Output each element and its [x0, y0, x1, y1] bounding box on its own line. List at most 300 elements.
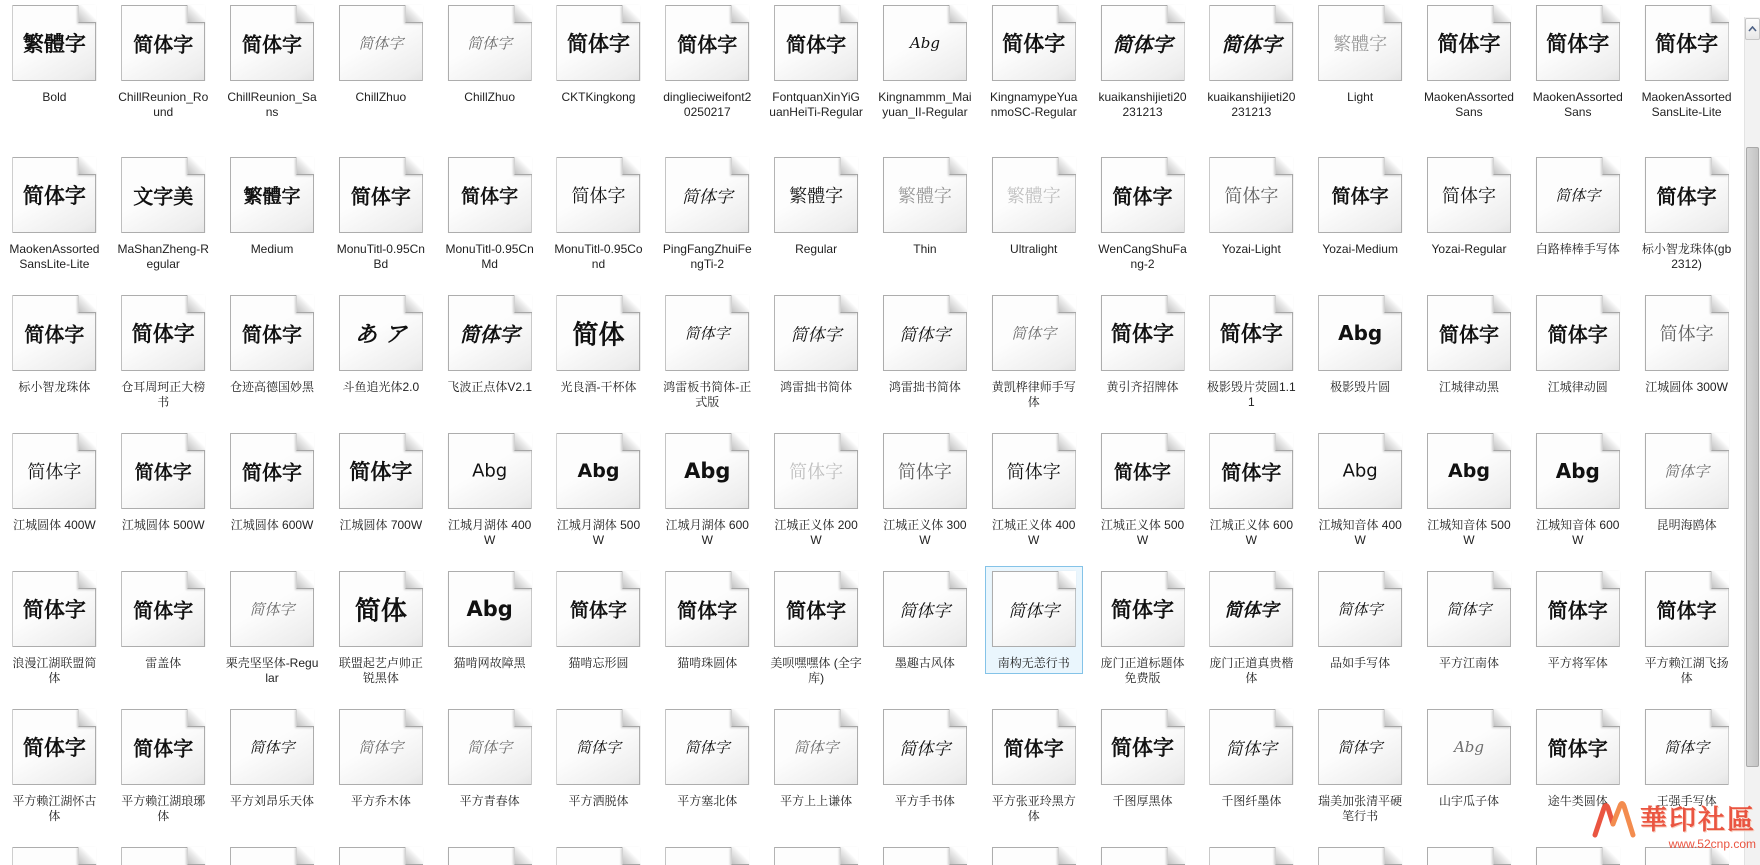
font-file-icon — [1645, 847, 1729, 865]
font-file-tile[interactable] — [332, 704, 430, 812]
font-file-item-partial[interactable] — [0, 842, 109, 865]
font-file-item[interactable] — [0, 0, 109, 152]
font-file-item[interactable] — [218, 152, 327, 290]
font-file-item[interactable] — [1523, 428, 1632, 566]
font-file-item[interactable] — [762, 0, 871, 152]
font-file-tile[interactable] — [114, 290, 212, 413]
font-preview-text: 简体字 — [1331, 185, 1389, 208]
font-file-tile[interactable] — [5, 428, 103, 536]
font-file-item[interactable] — [218, 566, 327, 704]
font-file-icon — [448, 5, 532, 81]
font-file-icon — [665, 157, 749, 233]
font-file-item[interactable] — [979, 290, 1088, 428]
page-fold-corner-icon — [1493, 571, 1511, 589]
font-file-name: 江城圆体 500W — [121, 518, 205, 532]
page-fold-corner-icon — [405, 5, 423, 23]
font-file-tile[interactable] — [1529, 428, 1627, 551]
font-preview-text: 简体字 — [566, 32, 630, 56]
page-fold-corner-icon — [731, 709, 749, 727]
font-file-icon — [1209, 433, 1293, 509]
font-file-item[interactable] — [109, 428, 218, 566]
font-preview-text: 简体字 — [684, 324, 730, 343]
font-file-item[interactable] — [1632, 566, 1741, 704]
font-file-item[interactable] — [326, 704, 435, 842]
page-fold-corner-icon — [1602, 847, 1620, 865]
font-preview-text: Abg — [684, 459, 731, 483]
font-file-item[interactable] — [435, 428, 544, 566]
font-file-tile[interactable] — [1420, 566, 1518, 674]
font-file-item[interactable] — [762, 152, 871, 290]
font-file-item[interactable] — [0, 428, 109, 566]
font-file-item[interactable] — [762, 704, 871, 842]
font-file-tile — [1638, 842, 1736, 865]
page-fold-corner-icon — [405, 709, 423, 727]
font-file-tile[interactable] — [1529, 566, 1627, 674]
font-file-tile[interactable] — [985, 428, 1083, 551]
font-file-tile[interactable] — [876, 704, 974, 812]
font-file-item[interactable] — [435, 152, 544, 290]
font-file-item[interactable] — [979, 704, 1088, 842]
font-file-tile[interactable] — [114, 152, 212, 275]
font-file-tile[interactable] — [1529, 704, 1627, 812]
font-file-icon — [1101, 157, 1185, 233]
font-file-tile[interactable] — [1202, 152, 1300, 260]
font-file-name: 庞门正道标题体免费版 — [1100, 656, 1185, 685]
font-file-item[interactable] — [1197, 152, 1306, 290]
font-file-name: Kingnammm_Maiyuan_II-Regular — [878, 90, 972, 119]
font-preview-text: 简体字 — [1546, 32, 1610, 56]
font-file-icon — [12, 295, 96, 371]
font-file-tile[interactable] — [1311, 152, 1409, 260]
font-file-tile[interactable] — [114, 428, 212, 536]
font-file-tile[interactable] — [1202, 290, 1300, 413]
page-fold-corner-icon — [1275, 157, 1293, 175]
font-file-tile[interactable] — [767, 704, 865, 812]
font-file-item[interactable] — [1523, 290, 1632, 428]
page-fold-corner-icon — [622, 571, 640, 589]
font-file-item[interactable] — [544, 566, 653, 704]
font-file-tile[interactable] — [332, 0, 430, 108]
font-file-name: 江城月湖体 500W — [556, 518, 641, 547]
font-file-item[interactable] — [871, 704, 980, 842]
font-file-item[interactable] — [1306, 290, 1415, 428]
font-file-icon — [556, 157, 640, 233]
font-file-item[interactable] — [1632, 290, 1741, 428]
font-file-tile[interactable] — [332, 152, 430, 275]
font-file-item[interactable] — [979, 0, 1088, 152]
font-file-item-partial[interactable] — [1088, 842, 1197, 865]
font-file-item-partial[interactable] — [1523, 842, 1632, 865]
scroll-up-button[interactable] — [1745, 18, 1760, 40]
page-fold-corner-icon — [840, 571, 858, 589]
font-file-tile[interactable] — [1638, 428, 1736, 536]
font-file-tile[interactable] — [5, 290, 103, 398]
font-file-item-partial[interactable] — [1197, 842, 1306, 865]
font-file-tile[interactable] — [223, 152, 321, 260]
font-file-item[interactable] — [218, 428, 327, 566]
font-file-name: 平方上上谦体 — [780, 794, 853, 808]
font-file-item[interactable] — [653, 290, 762, 428]
page-fold-corner-icon — [622, 295, 640, 313]
font-file-item[interactable] — [871, 566, 980, 704]
page-fold-corner-icon — [1493, 295, 1511, 313]
font-file-item[interactable] — [0, 566, 109, 704]
page-fold-corner-icon — [622, 433, 640, 451]
font-file-item[interactable] — [1306, 566, 1415, 704]
font-file-item[interactable] — [1415, 428, 1524, 566]
font-file-icon — [230, 157, 314, 233]
font-file-tile[interactable] — [658, 428, 756, 551]
font-file-item-partial[interactable] — [653, 842, 762, 865]
font-file-item[interactable] — [1088, 290, 1197, 428]
font-file-item[interactable] — [435, 704, 544, 842]
font-file-item[interactable] — [1088, 428, 1197, 566]
font-file-item[interactable] — [544, 290, 653, 428]
font-file-icon — [774, 5, 858, 81]
font-file-tile[interactable] — [1529, 0, 1627, 123]
font-file-icon — [1209, 157, 1293, 233]
font-file-tile[interactable] — [1094, 0, 1192, 123]
font-file-tile[interactable] — [1420, 290, 1518, 398]
page-fold-corner-icon — [1493, 5, 1511, 23]
font-file-tile[interactable] — [441, 566, 539, 674]
font-file-tile[interactable] — [1420, 704, 1518, 812]
page-fold-corner-icon — [1384, 157, 1402, 175]
font-file-item[interactable] — [1088, 0, 1197, 152]
font-file-tile[interactable] — [441, 152, 539, 275]
font-file-tile — [1420, 842, 1518, 865]
font-file-item[interactable] — [1415, 566, 1524, 704]
font-file-name: 平方江南体 — [1438, 656, 1499, 670]
font-file-item[interactable] — [0, 704, 109, 842]
font-file-item-partial[interactable] — [979, 842, 1088, 865]
font-file-icon — [1427, 571, 1511, 647]
font-preview-text: 简体字 — [358, 34, 404, 53]
font-file-item[interactable] — [0, 152, 109, 290]
page-fold-corner-icon — [840, 709, 858, 727]
page-fold-corner-icon — [1384, 709, 1402, 727]
font-file-tile[interactable] — [441, 428, 539, 551]
font-file-name: 江城圆体 400W — [13, 518, 96, 532]
font-file-item[interactable] — [435, 290, 544, 428]
font-file-item[interactable] — [1415, 290, 1524, 428]
font-file-item[interactable] — [1306, 704, 1415, 842]
font-preview-text: 文字美 — [133, 184, 194, 209]
font-file-tile[interactable] — [876, 290, 974, 398]
watermark-site-name: 華印社區 — [1640, 805, 1756, 836]
font-file-icon — [1101, 5, 1185, 81]
font-file-tile[interactable] — [223, 290, 321, 398]
font-file-tile[interactable] — [441, 0, 539, 108]
font-file-tile[interactable] — [1638, 0, 1736, 123]
font-file-item[interactable] — [109, 0, 218, 152]
font-file-item-partial[interactable] — [1415, 842, 1524, 865]
font-file-tile[interactable] — [767, 152, 865, 260]
font-file-item[interactable] — [1523, 152, 1632, 290]
font-file-icon — [339, 571, 423, 647]
font-file-item[interactable] — [109, 704, 218, 842]
font-file-tile[interactable] — [767, 0, 865, 123]
font-file-item-partial[interactable] — [1306, 842, 1415, 865]
font-file-icon — [992, 847, 1076, 865]
font-file-item[interactable] — [1197, 290, 1306, 428]
font-file-tile[interactable] — [658, 152, 756, 275]
font-file-item[interactable] — [1197, 566, 1306, 704]
font-file-item[interactable] — [1523, 704, 1632, 842]
font-file-name: 江城正义体 600W — [1209, 518, 1294, 547]
font-preview-text: 简体字 — [575, 738, 621, 757]
font-file-tile[interactable] — [1311, 290, 1409, 398]
font-file-tile[interactable] — [549, 0, 647, 108]
font-file-tile[interactable] — [1638, 566, 1736, 689]
font-file-tile[interactable] — [332, 428, 430, 536]
font-file-tile[interactable] — [1311, 566, 1409, 674]
font-file-tile[interactable] — [549, 704, 647, 812]
font-file-name: 平方赖江湖怀古体 — [12, 794, 97, 823]
font-preview-text: 简体字 — [569, 599, 627, 622]
font-file-tile[interactable] — [1529, 152, 1627, 260]
font-file-tile[interactable] — [1311, 0, 1409, 108]
font-file-item[interactable] — [653, 152, 762, 290]
page-fold-corner-icon — [1167, 295, 1185, 313]
font-file-item[interactable] — [1632, 0, 1741, 152]
font-file-icon — [1209, 571, 1293, 647]
page-fold-corner-icon — [1167, 5, 1185, 23]
font-file-tile[interactable] — [1420, 152, 1518, 260]
font-file-item[interactable] — [871, 0, 980, 152]
font-file-tile[interactable] — [5, 152, 103, 275]
page-fold-corner-icon — [1602, 5, 1620, 23]
font-file-tile[interactable] — [658, 290, 756, 413]
font-file-icon — [230, 709, 314, 785]
font-file-tile[interactable] — [332, 566, 430, 689]
font-file-item[interactable] — [1306, 0, 1415, 152]
font-file-item[interactable] — [979, 428, 1088, 566]
font-file-item[interactable] — [653, 704, 762, 842]
font-file-tile[interactable] — [1094, 290, 1192, 398]
font-file-item-partial[interactable] — [1632, 842, 1741, 865]
font-file-item[interactable] — [653, 428, 762, 566]
font-file-item[interactable] — [871, 428, 980, 566]
font-file-tile[interactable] — [223, 428, 321, 536]
font-file-item[interactable] — [1197, 704, 1306, 842]
font-file-tile[interactable] — [1094, 152, 1192, 275]
font-file-item[interactable] — [0, 290, 109, 428]
font-file-item[interactable] — [326, 0, 435, 152]
font-file-tile[interactable] — [1638, 290, 1736, 398]
font-file-item[interactable] — [762, 566, 871, 704]
font-file-tile[interactable] — [658, 0, 756, 123]
font-preview-text: 简体字 — [24, 322, 85, 347]
page-fold-corner-icon — [78, 295, 96, 313]
font-file-item[interactable] — [1088, 566, 1197, 704]
font-file-tile[interactable] — [1202, 704, 1300, 812]
font-file-item-partial[interactable] — [544, 842, 653, 865]
font-file-item[interactable] — [326, 428, 435, 566]
font-file-item[interactable] — [1197, 0, 1306, 152]
font-file-tile[interactable] — [1311, 428, 1409, 551]
font-file-item[interactable] — [1415, 0, 1524, 152]
font-file-item[interactable] — [653, 0, 762, 152]
font-file-item-partial[interactable] — [109, 842, 218, 865]
font-file-tile[interactable] — [549, 428, 647, 551]
font-file-tile[interactable] — [332, 290, 430, 398]
font-file-item[interactable] — [218, 290, 327, 428]
font-file-tile[interactable] — [549, 290, 647, 398]
font-file-tile[interactable] — [1094, 566, 1192, 689]
font-file-item[interactable] — [762, 428, 871, 566]
page-fold-corner-icon — [731, 571, 749, 589]
font-file-tile[interactable] — [223, 566, 321, 689]
font-file-tile[interactable] — [1094, 704, 1192, 812]
font-file-tile[interactable] — [5, 566, 103, 689]
font-preview-text: Abg — [1342, 460, 1378, 482]
font-file-item[interactable] — [979, 152, 1088, 290]
font-file-item[interactable] — [1523, 566, 1632, 704]
font-file-tile[interactable] — [1202, 428, 1300, 551]
font-file-name: Bold — [42, 90, 67, 104]
font-file-icon — [1427, 295, 1511, 371]
font-preview-text: 简体字 — [1547, 322, 1608, 347]
font-file-item[interactable] — [1632, 704, 1741, 842]
font-file-tile[interactable] — [223, 704, 321, 812]
font-file-icon — [1645, 433, 1729, 509]
font-file-tile[interactable] — [1202, 0, 1300, 123]
font-file-tile[interactable] — [5, 704, 103, 827]
font-file-icon — [448, 847, 532, 865]
font-file-tile[interactable] — [549, 152, 647, 275]
font-file-tile[interactable] — [1420, 0, 1518, 123]
font-file-icon — [12, 709, 96, 785]
font-preview-text: 简体字 — [1219, 322, 1283, 346]
font-file-tile[interactable] — [1202, 566, 1300, 689]
font-file-item[interactable] — [544, 428, 653, 566]
font-file-icon — [1427, 157, 1511, 233]
font-file-tile[interactable] — [767, 290, 865, 398]
font-file-item-partial[interactable] — [218, 842, 327, 865]
font-preview-text: 简体字 — [677, 32, 738, 57]
font-file-item[interactable] — [109, 152, 218, 290]
font-file-icon — [1427, 709, 1511, 785]
font-file-item[interactable] — [1197, 428, 1306, 566]
font-file-item[interactable] — [544, 0, 653, 152]
font-file-icon — [339, 433, 423, 509]
font-file-item[interactable] — [871, 152, 980, 290]
font-file-tile[interactable] — [1311, 704, 1409, 827]
font-file-tile[interactable] — [114, 704, 212, 827]
page-fold-corner-icon — [1058, 571, 1076, 589]
font-file-item[interactable] — [326, 566, 435, 704]
font-file-tile[interactable] — [1420, 428, 1518, 551]
font-preview-text: 繁體字 — [1006, 186, 1061, 207]
font-preview-text: Abg — [1448, 460, 1490, 482]
font-file-tile[interactable] — [1638, 152, 1736, 275]
font-file-tile[interactable] — [5, 0, 103, 108]
font-file-item[interactable] — [218, 0, 327, 152]
page-fold-corner-icon — [1058, 847, 1076, 865]
font-file-item-partial[interactable] — [762, 842, 871, 865]
font-file-name: 千图纤墨体 — [1221, 794, 1282, 808]
font-file-item[interactable] — [1306, 152, 1415, 290]
font-file-item[interactable] — [1088, 704, 1197, 842]
font-file-tile[interactable] — [441, 290, 539, 398]
font-file-tile[interactable] — [876, 0, 974, 123]
font-file-tile[interactable] — [876, 566, 974, 674]
font-file-item[interactable] — [1415, 152, 1524, 290]
font-file-tile[interactable] — [985, 290, 1083, 413]
font-file-item[interactable] — [435, 0, 544, 152]
font-file-item[interactable] — [435, 566, 544, 704]
font-file-name: 鸿雷拙书简体 — [888, 380, 961, 394]
font-file-tile[interactable] — [876, 428, 974, 551]
font-file-tile[interactable] — [985, 566, 1083, 674]
font-file-item[interactable] — [544, 152, 653, 290]
font-file-tile[interactable] — [441, 704, 539, 812]
font-file-item[interactable] — [326, 152, 435, 290]
font-file-tile[interactable] — [114, 0, 212, 123]
font-file-item[interactable] — [1415, 704, 1524, 842]
page-fold-corner-icon — [514, 5, 532, 23]
font-file-name: 黄凯桦律师手写体 — [991, 380, 1076, 409]
font-file-icon — [339, 5, 423, 81]
font-file-item[interactable] — [979, 566, 1088, 704]
scrollbar[interactable] — [1744, 17, 1760, 865]
font-file-item[interactable] — [871, 290, 980, 428]
font-file-tile[interactable] — [985, 0, 1083, 123]
font-file-name: 千图厚黑体 — [1112, 794, 1173, 808]
font-file-tile[interactable] — [549, 566, 647, 674]
font-file-tile[interactable] — [1638, 704, 1736, 812]
font-file-item[interactable] — [109, 290, 218, 428]
font-file-item[interactable] — [1088, 152, 1197, 290]
font-file-tile[interactable] — [767, 566, 865, 689]
font-file-tile[interactable] — [985, 704, 1083, 827]
font-file-tile[interactable] — [1529, 290, 1627, 398]
font-file-item[interactable] — [762, 290, 871, 428]
font-file-tile[interactable] — [876, 152, 974, 260]
font-file-item[interactable] — [218, 704, 327, 842]
font-file-name: 联盟起艺卢帅正锐黑体 — [338, 656, 423, 685]
font-file-item-partial[interactable] — [871, 842, 980, 865]
font-file-tile[interactable] — [658, 566, 756, 674]
font-file-item-partial[interactable] — [435, 842, 544, 865]
scrollbar-thumb[interactable] — [1746, 147, 1759, 767]
font-preview-text: 简体 — [572, 320, 625, 351]
font-file-tile[interactable] — [985, 152, 1083, 260]
font-file-item[interactable] — [109, 566, 218, 704]
font-preview-text: 简体字 — [249, 600, 295, 619]
font-file-tile[interactable] — [767, 428, 865, 551]
font-file-item[interactable] — [653, 566, 762, 704]
font-file-icon — [1209, 5, 1293, 81]
font-file-item[interactable] — [544, 704, 653, 842]
font-file-item[interactable] — [1306, 428, 1415, 566]
font-file-tile[interactable] — [223, 0, 321, 123]
page-fold-corner-icon — [1602, 295, 1620, 313]
page-fold-corner-icon — [1711, 5, 1729, 23]
font-file-tile[interactable] — [658, 704, 756, 812]
font-file-item[interactable] — [326, 290, 435, 428]
font-file-item-partial[interactable] — [326, 842, 435, 865]
page-fold-corner-icon — [296, 847, 314, 865]
font-file-item[interactable] — [1523, 0, 1632, 152]
page-fold-corner-icon — [296, 295, 314, 313]
font-file-item[interactable] — [1632, 152, 1741, 290]
font-file-tile[interactable] — [1094, 428, 1192, 551]
page-fold-corner-icon — [949, 295, 967, 313]
font-file-item[interactable] — [1632, 428, 1741, 566]
font-file-tile[interactable] — [114, 566, 212, 674]
